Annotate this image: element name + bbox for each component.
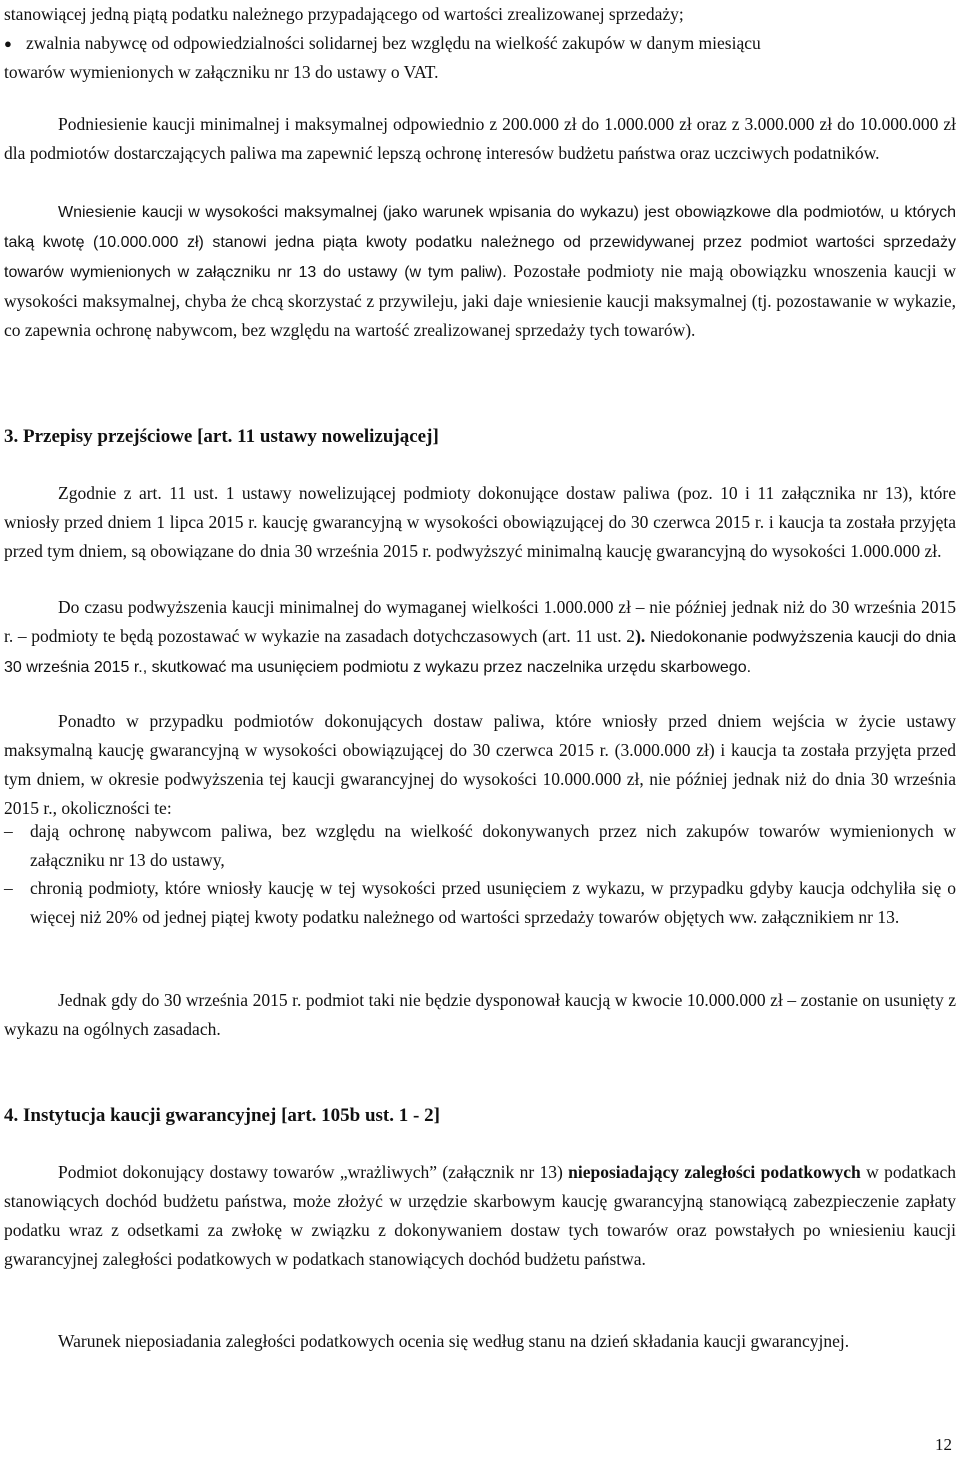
section-heading-4: 4. Instytucja kaucji gwarancyjnej [art. 105b ust. 1 - 2] — [4, 1105, 440, 1126]
paragraph-ponadto: Ponadto w przypadku podmiotów dokonujących dostaw paliwa, które wniosły przed dniem wejścia w życie ustawy maksymalną kaucję gwarancyjną w wysokości obowiązującej do 30 czerwca 2015 r. (3.000.000 zł) i kaucja ta została przyjęta przed tym dniem, w okresie podwyższenia tej kaucji gwarancyjnej do wysokości 10.000.000 zł, nie później jednak niż do dnia 30 września 2015 r., okoliczności te: — [4, 711, 956, 818]
dash-icon: – — [4, 821, 13, 841]
paragraph-do-czasu-part2: ). — [635, 626, 646, 646]
dash-icon: – — [4, 878, 13, 898]
paragraph-kaucja-maksymalna-part1: Wniesienie kaucji w wysokości maksymalnej (jako warunek wpisania do wykazu) jest obowiązkowe dla podmiotów, u których taką kwotę (10.000.000 zł) stanowi jedna piąta kwoty podatku należnego od przewidywanej przez podmiot wartości sprzedaży towarów wymienionych w załączniku nr 13 do ustawy (w tym paliw). — [4, 204, 956, 281]
bullet-text — [4, 29, 956, 87]
dash-item-2-text: chronią podmioty, które wniosły kaucję w tej wysokości przed usunięciem z wykazu, w przypadku gdyby kaucja odchyliła się o więcej niż 20% od jednej piątej kwoty podatku należnego od wartości sprzedaży towarów objętych ww. załącznikiem nr 13. — [30, 878, 956, 927]
bullet-item — [4, 29, 956, 87]
bullet-text-line2: towarów wymienionych w załączniku nr 13 do ustawy o VAT. — [4, 62, 439, 82]
paragraph-instytucja-part3: w podatkach stanowiących dochód budżetu państwa, może złożyć w urzędzie skarbowym kaucję gwarancyjną stanowiącą zabezpieczenie zapłaty podatku wraz z odsetkami za zwłokę w związku z dokonywaniem dostaw tych towarów oraz powstałych po wniesieniu kaucji gwarancyjnej zaległości podatkowych w podatkach stanowiących dochód budżetu państwa. — [4, 1162, 956, 1269]
page-number: 12 — [935, 1435, 952, 1454]
paragraph-do-czasu-podwyzszenia — [4, 593, 956, 682]
paragraph-jednak: Jednak gdy do 30 września 2015 r. podmiot taki nie będzie dysponował kaucją w kwocie 10.000.000 zł – zostanie on usunięty z wykazu na ogólnych zasadach. — [4, 990, 956, 1039]
section-heading-3: 3. Przepisy przejściowe [art. 11 ustawy nowelizującej] — [4, 426, 439, 447]
paragraph-warunek: Warunek nieposiadania zaległości podatkowych ocenia się według stanu na dzień składania kaucji gwarancyjnej. — [58, 1331, 850, 1351]
paragraph-przepisy-przejsciowe: Zgodnie z art. 11 ust. 1 ustawy nowelizującej podmioty dokonujące dostaw paliwa (poz. 10 i 11 załącznika nr 13), które wniosły przed dniem 1 lipca 2015 r. kaucję gwarancyjną w wysokości obowiązującej do 30 czerwca 2015 r. i kaucja ta została przyjęta przed tym dniem, są obowiązane do dnia 30 września 2015 r. podwyższyć minimalną kaucję gwarancyjną do wysokości 1.000.000 zł. — [4, 483, 956, 561]
bullet-text-line1: zwalnia nabywcę od odpowiedzialności solidarnej bez względu na wielkość zakupów w danym miesiącu — [26, 33, 761, 53]
paragraph-kaucja-maksymalna — [4, 197, 956, 345]
paragraph-instytucja-kaucji — [4, 1158, 956, 1274]
paragraph-instytucja-part2: nieposiadający zaległości podatkowych — [568, 1162, 861, 1182]
paragraph-do-czasu-part1: Do czasu podwyższenia kaucji minimalnej do wymaganej wielkości 1.000.000 zł – nie później jednak niż do 30 września 2015 r. – podmioty te będą pozostawać w wykazie na zasadach dotychczasowych (art. 11 ust. 2 — [4, 597, 956, 646]
dash-item-1-text: dają ochronę nabywcom paliwa, bez względu na wielkość dokonywanych przez nich zakupów towarów wymienionych w załączniku nr 13 do ustawy, — [30, 821, 956, 870]
paragraph-kaucja-maksymalna-part2: Pozostałe podmioty nie mają obowiązku wnoszenia kaucji w wysokości maksymalnej, chyba że chcą skorzystać z przywileju, jaki daje wniesienie kaucji maksymalnej (tj. pozostawanie w wykazie, co zapewnia ochronę nabywcom, bez względu na wartość zrealizowanej sprzedaży tych towarów). — [4, 261, 956, 340]
paragraph-instytucja-part1: Podmiot dokonujący dostawy towarów „wrażliwych” (załącznik nr 13) — [58, 1162, 569, 1182]
text-line-continuation: stanowiącej jedną piątą podatku należnego przypadającego od wartości zrealizowanej sprzedaży; — [4, 4, 684, 24]
paragraph-kaucja-podniesienie: Podniesienie kaucji minimalnej i maksymalnej odpowiednio z 200.000 zł do 1.000.000 zł oraz z 3.000.000 zł do 10.000.000 zł dla podmiotów dostarczających paliwa ma zapewnić lepszą ochronę interesów budżetu państwa oraz uczciwych podatników. — [4, 114, 956, 163]
dash-item-2 — [4, 874, 956, 932]
dash-item-1 — [4, 817, 956, 875]
bullet-icon: ● — [4, 36, 12, 51]
paragraph-do-czasu-part3: Niedokonanie podwyższenia kaucji do dnia 30 września 2015 r., skutkować ma usunięciem podmiotu z wykazu przez naczelnika urzędu skarbowego. — [4, 629, 957, 676]
